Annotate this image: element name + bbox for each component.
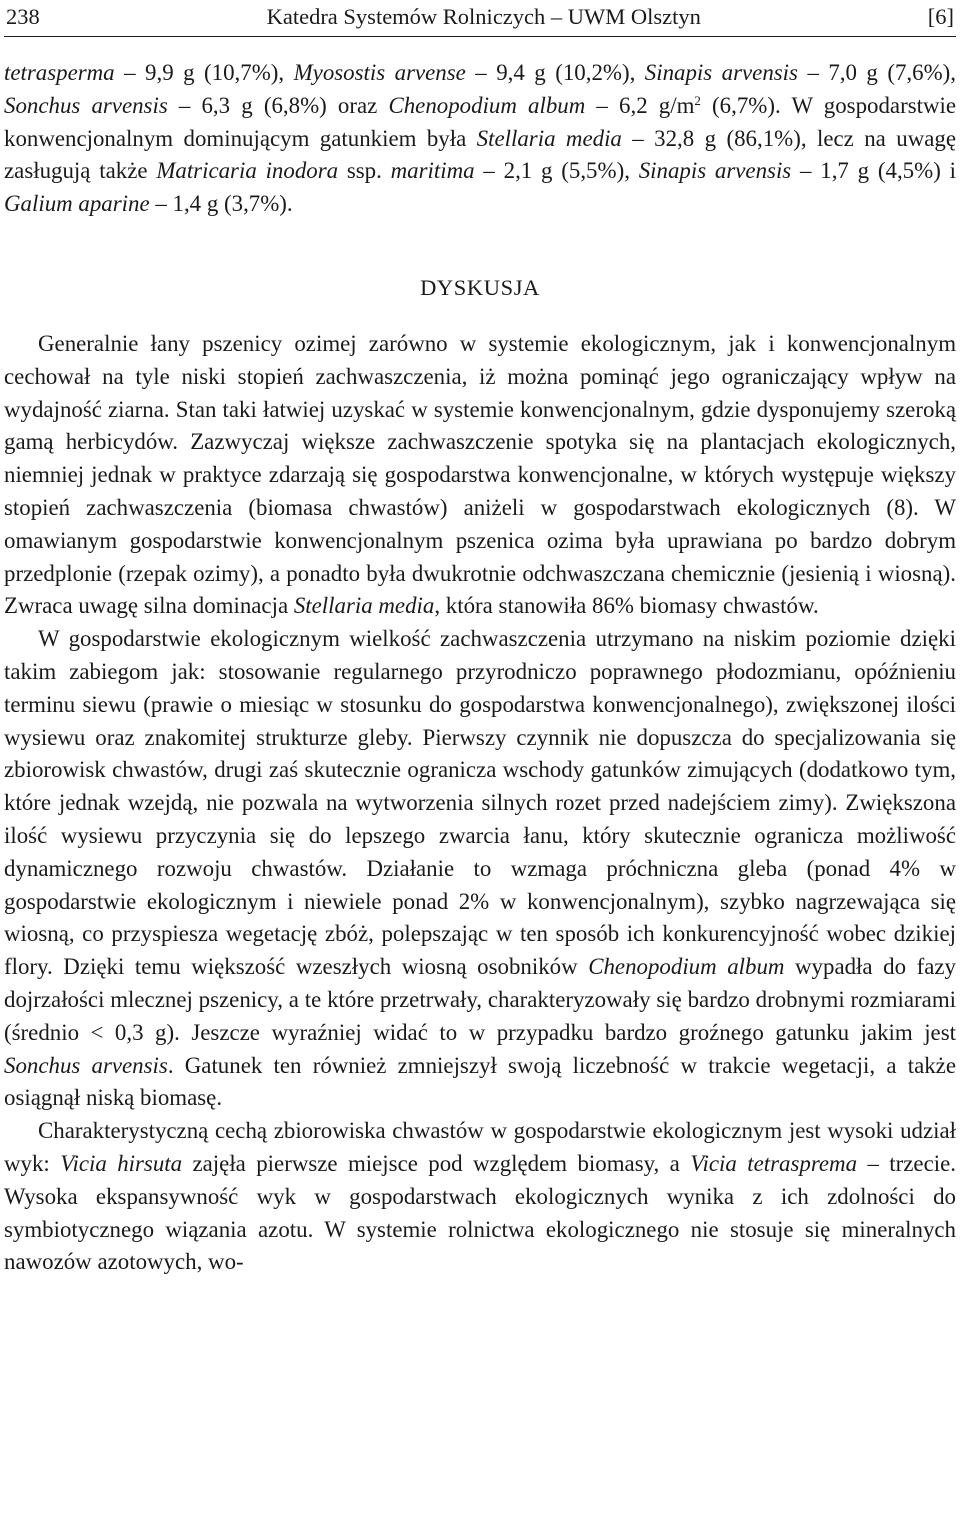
running-header xyxy=(4,0,956,30)
running-title: Katedra Systemów Rolniczych – UWM Olsztyn xyxy=(266,4,701,29)
body-text xyxy=(4,57,956,1279)
reference-number: [6] xyxy=(927,4,954,29)
page-number: 238 xyxy=(6,4,40,29)
section-title: DYSKUSJA xyxy=(420,274,540,300)
discussion-paragraph-1: Generalnie łany pszenicy ozimej zarówno w systemie ekologicznym, jak i konwencjonalnym cechował na tyle niski stopień zachwaszczenia, iż można pominąć jego ograniczający wpływ na wydajność ziarna. Stan taki łatwiej uzyskać w systemie konwencjonalnym, gdzie dysponujemy szeroką gamą herbicydów. Zazwyczaj większe zachwaszczenie spotyka się na plantacjach ekologicznych, niemniej jednak w praktyce zdarzają się gospodarstwa konwencjonalne, w których występuje większy stopień zachwaszczenia (biomasa chwastów) aniżeli w gospodarstwach ekologicznych (8). W omawianym gospodarstwie konwencjonalnym pszenica ozima była uprawiana po bardzo dobrym przedplonie (rzepak ozimy), a ponadto była dwukrotnie odchwaszczana chemicznie (jesienią i wiosną). Zwraca uwagę silna dominacja Stellaria media, która stanowiła 86% biomasy chwastów. xyxy=(4,330,956,619)
header-rule xyxy=(4,36,956,37)
results-paragraph-continued: tetrasperma – 9,9 g (10,7%), Myosostis arvense – 9,4 g (10,2%), Sinapis arvensis – 7,0 g (7,6%), Sonchus arvensis – 6,3 g (6,8%) oraz Chenopodium album – 6,2 $g/m^2$ (6,7%). W gospodarstwie konwencjonalnym dominującym gatunkiem była Stellaria media – 32,8 g (86,1%), lecz na uwagę zasługują także Matricaria inodora ssp. maritima – 2,1 g (5,5%), Sinapis arvensis – 1,7 g (4,5%) i Galium aparine – 1,4 g (3,7%). xyxy=(4,60,957,217)
discussion-paragraph-3: Charakterystyczną cechą zbiorowiska chwastów w gospodarstwie ekologicznym jest wysoki udział wyk: Vicia hirsuta zajęła pierwsze miejsce pod względem biomasy, a Vicia tetrasprema – trzecie. Wysoka ekspansywność wyk w gospodarstwach ekologicznych wynika z ich zdolności do symbiotycznego wiązania azotu. W systemie rolnictwa ekologicznego nie stosuje się mineralnych nawozów azotowych, wo- xyxy=(4,1118,956,1275)
discussion-paragraph-2: W gospodarstwie ekologicznym wielkość zachwaszczenia utrzymano na niskim poziomie dzięki takim zabiegom jak: stosowanie regularnego przyrodniczo poprawnego płodozmianu, opóźnieniu terminu siewu (prawie o miesiąc w stosunku do gospodarstwa konwencjonalnego), zwiększonej ilości wysiewu oraz znakomitej strukturze gleby. Pierwszy czynnik nie dopuszcza do specjalizowania się zbiorowisk chwastów, drugi zaś skutecznie ogranicza wschody gatunków zimujących (dodatkowo tym, które jednak wzejdą, nie pozwala na wytworzenia silnych rozet przed nadejściem zimy). Zwiększona ilość wysiewu przyczynia się do lepszego zwarcia łanu, który skutecznie ogranicza możliwość dynamicznego rozwoju chwastów. Działanie to wzmaga próchniczna gleba (ponad 4% w gospodarstwie ekologicznym i niewiele ponad 2% w konwencjonalnym), szybko nagrzewająca się wiosną, co przyspiesza wegetację zbóż, polepszając w ten sposób ich konkurencyjność wobec dzikiej flory. Dzięki temu większość wzeszłych wiosną osobników Chenopodium album wypadła do fazy dojrzałości mlecznej pszenicy, a te które przetrwały, charakteryzowały się bardzo drobnymi rozmiarami (średnio < 0,3 g). Jeszcze wyraźniej widać to w przypadku bardzo groźnego gatunku jakim jest Sonchus arvensis. Gatunek ten również zmniejszył swoją liczebność w trakcie wegetacji, a także osiągnął niską biomasę. xyxy=(4,626,956,1111)
